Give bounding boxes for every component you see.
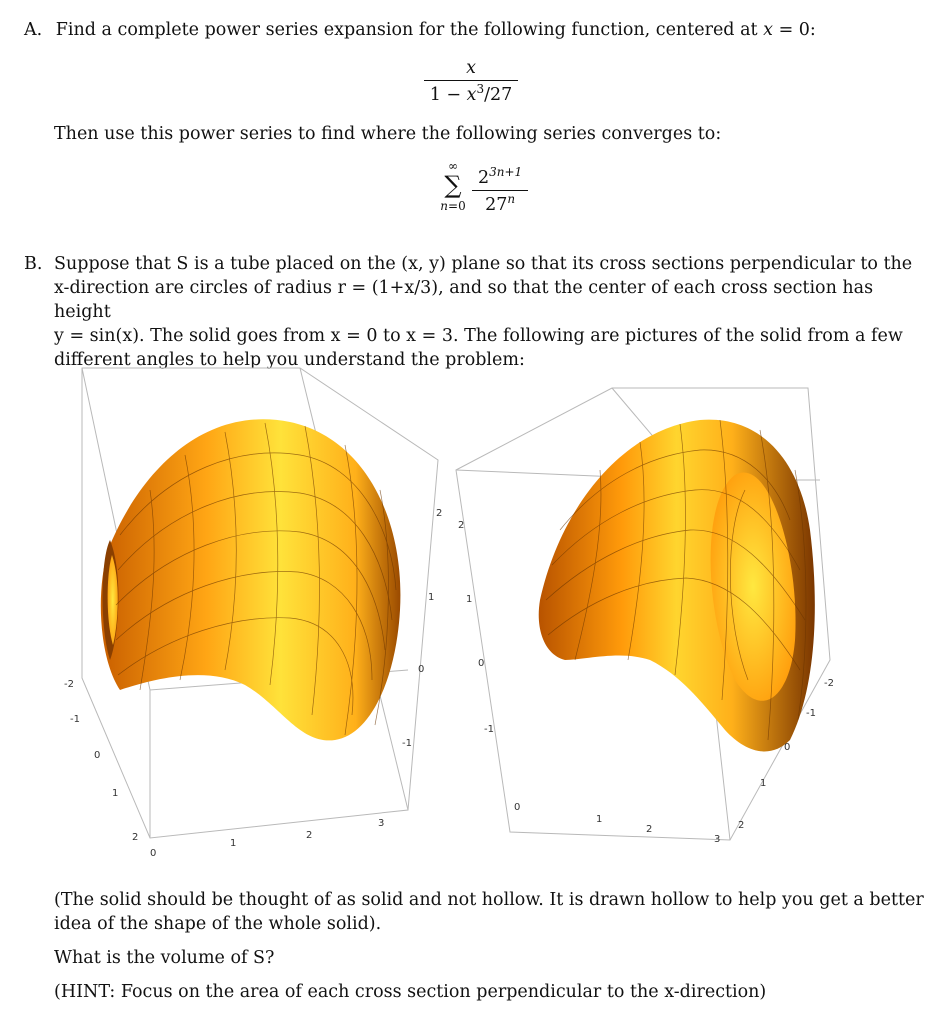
left-tick-r-0: 2 (436, 508, 443, 519)
den-part-a: 1 − (429, 85, 467, 105)
right-tick-b-0: 0 (514, 802, 521, 813)
function-denominator (424, 80, 519, 107)
left-tick-b-0: 0 (150, 848, 157, 859)
right-tube-surface (539, 420, 815, 752)
part-b-label: B. (24, 254, 43, 274)
function-fraction (424, 56, 519, 107)
note-block (54, 888, 924, 936)
den-sup: 3 (476, 82, 485, 97)
center-rest: = 0: (773, 20, 816, 40)
hint: (HINT: Focus on the area of each cross section perpendicular to the x-direction) (54, 982, 767, 1002)
term-den-base: 27 (485, 195, 508, 215)
left-tick-r-1: 1 (428, 592, 435, 603)
note-line-1: (The solid should be thought of as solid and not hollow. It is drawn hollow to help you get a better (54, 890, 924, 910)
series-display (0, 160, 942, 226)
left-tick-l-2: 0 (94, 750, 101, 761)
right-tick-l-1: 1 (466, 594, 473, 605)
term-denominator (472, 190, 528, 217)
right-solid-figure (456, 388, 834, 845)
sum-symbol: ∑ (444, 171, 462, 199)
right-tick-b-2: 2 (646, 824, 653, 835)
left-tick-b-2: 2 (306, 830, 313, 841)
term-numerator (472, 166, 528, 190)
right-tick-l-3: -1 (484, 724, 494, 735)
left-tick-l-3: 1 (112, 788, 119, 799)
right-tick-l-0: 2 (458, 520, 465, 531)
right-tick-r-1: -1 (806, 708, 816, 719)
left-tick-r-2: 0 (418, 664, 425, 675)
left-tube-surface (101, 419, 401, 740)
part-a-intro-text: Find a complete power series expansion for the following function, centered at (55, 20, 758, 40)
question: What is the volume of S? (54, 948, 275, 968)
left-tick-r-3: -1 (402, 738, 412, 749)
term-num-base: 2 (478, 168, 490, 188)
sum-lower-rest: =0 (448, 199, 466, 213)
function-numerator: x (466, 58, 476, 78)
part-b-line-3: y = sin(x). The solid goes from x = 0 to x = 3. The following are pictures of the solid from a few (54, 326, 903, 346)
solid-figures (0, 360, 942, 870)
left-tick-b-3: 3 (378, 818, 385, 829)
part-b-line-1: Suppose that S is a tube placed on the (x, y) plane so that its cross sections perpendicular to the (54, 254, 913, 274)
note-line-2: idea of the shape of the whole solid). (54, 914, 382, 934)
sum-upper: ∞ (448, 159, 458, 173)
part-b-line-2: x-direction are circles of radius r = (1+x/3), and so that the center of each cross section has height (54, 278, 874, 322)
right-tick-b-1: 1 (596, 814, 603, 825)
part-b-line-4: different angles to help you understand the problem: (54, 350, 525, 370)
series-term-fraction (472, 166, 528, 217)
then-text: Then use this power series to find where the following series converges to: (54, 124, 722, 144)
right-tick-r-4: 2 (738, 820, 745, 831)
left-tick-b-1: 1 (230, 838, 237, 849)
part-b-text (24, 252, 924, 372)
function-display (0, 56, 942, 107)
sum-lower (438, 198, 468, 214)
right-tick-b-3: 3 (714, 834, 721, 845)
left-tick-l-0: -2 (64, 679, 74, 690)
sum-lower-var: n (440, 199, 449, 213)
right-tick-r-2: 0 (784, 742, 791, 753)
right-tick-r-3: 1 (760, 778, 767, 789)
center-var: x (763, 20, 773, 40)
right-tick-l-2: 0 (478, 658, 485, 669)
term-den-sup: n (507, 192, 516, 207)
left-tick-l-4: 2 (132, 832, 139, 843)
left-tick-l-1: -1 (70, 714, 80, 725)
part-a-intro (24, 18, 924, 42)
right-tick-r-0: -2 (824, 678, 834, 689)
left-solid-figure (64, 368, 442, 859)
den-part-b: /27 (484, 85, 513, 105)
den-var: x (466, 85, 477, 105)
term-num-sup: 3n+1 (489, 165, 523, 180)
part-a-label: A. (24, 20, 43, 40)
